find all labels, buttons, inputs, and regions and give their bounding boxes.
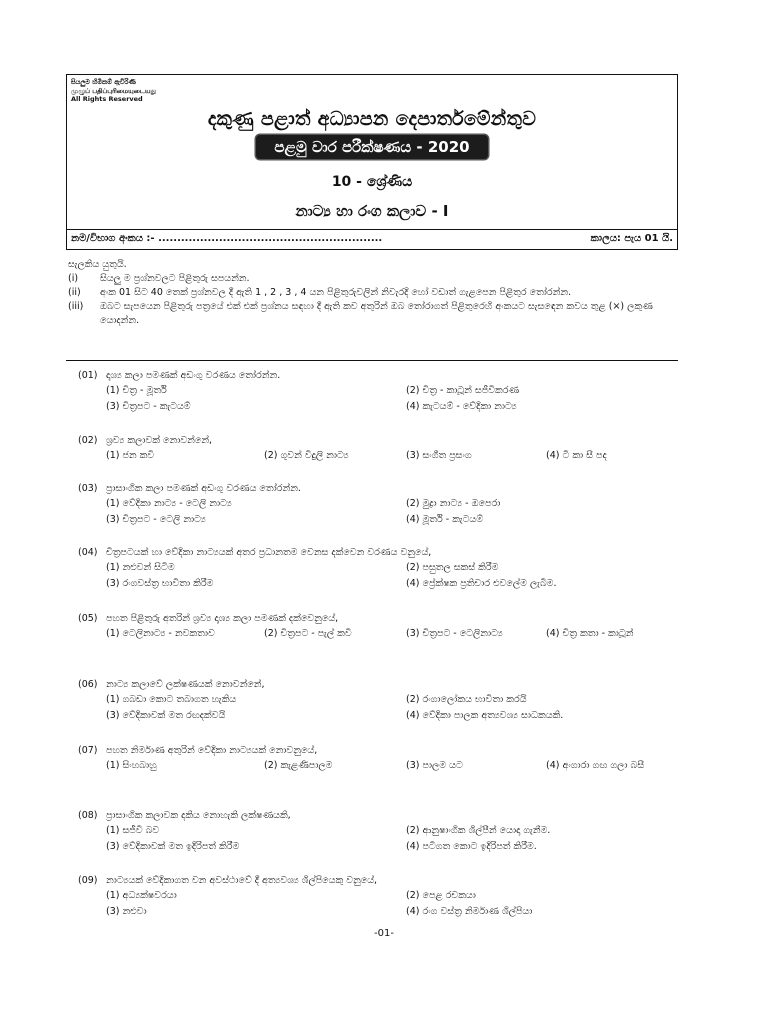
option-1[interactable]: (1) වේදිකා නාට්‍ය - ටෙලි නාට්‍ය	[106, 498, 232, 509]
question-number: (03)	[78, 483, 98, 494]
option-3[interactable]: (3) චිත්‍රපට - කැටයම්	[106, 401, 191, 412]
option-2[interactable]: (2) ගුවන් විදුලි නාට්‍ය	[264, 450, 349, 461]
option-4[interactable]: (4) පටිගත කොට ඉදිරිපත් කිරීම.	[406, 841, 537, 852]
page-number: -01-	[374, 928, 394, 939]
instructions	[68, 258, 680, 328]
question-09	[78, 873, 678, 920]
option-2[interactable]: (2) ආනුෂාංගික ශිල්පීන් යොදා ගැනීම.	[406, 825, 551, 836]
option-4[interactable]: (4) චිත්‍ර කතා - කාටූන්	[546, 628, 634, 639]
option-2[interactable]: (2) කැළණිපාලම	[264, 760, 333, 771]
option-3[interactable]: (3) රංගවස්ත්‍ර භාවිතා කිරීම	[106, 578, 214, 589]
option-3[interactable]: (3) වේදිකාවක් මත ඉදිරිපත් කිරීම	[106, 841, 240, 852]
header-divider	[67, 229, 677, 230]
option-3[interactable]: (3) චිත්‍රපට - ටෙලි නාට්‍ය	[106, 514, 206, 525]
option-2[interactable]: (2) රංගාලෝකය භාවිතා කරයි	[406, 694, 527, 705]
question-number: (08)	[78, 810, 98, 821]
option-2[interactable]: (2) මුද්‍රා නාට්‍ය - ඔපෙරා	[406, 498, 501, 509]
copyright-notice	[71, 78, 156, 104]
option-1[interactable]: (1) ගබඩා කොට තබාගත හැකිය	[106, 694, 237, 705]
option-3[interactable]: (3) චිත්‍රපට - ටෙලිනාට්‍ය	[406, 628, 503, 639]
option-1[interactable]: (1) නළුවන් සිටීම	[106, 562, 175, 573]
exam-header-box	[66, 74, 678, 250]
option-4[interactable]: (4) ප්‍රේක්ෂක ප්‍රතිචාර එවලේම ලැබීම.	[406, 578, 557, 589]
question-stem: ප්‍රාසාංගික කලා පමණක් අඩංගු වරණය තෝරන්න.	[106, 483, 301, 494]
term-badge: පළමු වාර පරීක්ෂණය - 2020	[256, 135, 487, 159]
question-stem: දෘශ්‍ය කලා පමණක් අඩංගු වරණය තෝරන්න.	[106, 370, 281, 381]
question-stem: නාට්‍යයක් වේදිකාගත වන අවස්ථාවේ දී අත්‍යවශ්‍ය ශිල්පියෙකු වනුයේ,	[106, 875, 378, 886]
option-1[interactable]: (1) සජීවී බව	[106, 825, 160, 836]
time-allowed: කාලය: පැය 01 යි.	[590, 233, 673, 244]
option-4[interactable]: (4) කැටයම් - වේදිකා නාට්‍ය	[406, 401, 517, 412]
option-2[interactable]: (2) චිත්‍රපට - පැල් කවි	[264, 628, 352, 639]
grade-title: 10 - ශ්‍රේණිය	[331, 174, 413, 190]
question-07	[78, 743, 678, 774]
option-3[interactable]: (3) සංගීත ප්‍රසංග	[406, 450, 472, 461]
option-1[interactable]: (1) චිත්‍ර - මූර්ති	[106, 385, 167, 396]
question-number: (02)	[78, 435, 98, 446]
option-1[interactable]: (1) ජන කවි	[106, 450, 155, 461]
question-08	[78, 808, 678, 855]
question-02	[78, 433, 678, 464]
rights-sinhala: සියලුම හිමිකම් ඇවිරිණි	[71, 78, 136, 86]
question-stem: නාට්‍ය කලාවේ ලක්ෂණයක් නොවන්නේ,	[106, 679, 265, 690]
option-1[interactable]: (1) සිංහබාහු	[106, 760, 157, 771]
question-stem: පහත නිර්මාණ අතුරින් වේදිකා නාට්‍යයක් නොවනුයේ,	[106, 745, 318, 756]
instruction-item: (ii) අංක 01 සිට 40 තෙක් ප්‍රශ්නවල දී ඇති 1 , 2 , 3 , 4 යන පිළිතුරුවලින් නිවැරදි හෝ වඩාත් ගැළපෙන පිළිතුර තෝරන්න.	[68, 287, 572, 298]
option-3[interactable]: (3) වේදිකාවක් මත රඟදක්වයි	[106, 710, 226, 721]
subject-title: නාට්‍ය හා රංග කලාව - I	[295, 202, 449, 220]
option-4[interactable]: (4) අංගාරා ගඟ ගලා බසී	[546, 760, 645, 771]
option-1[interactable]: (1) ටෙලිනාට්‍ය - නවකතාව	[106, 628, 215, 639]
name-label: නම/විභාග අංකය :-	[71, 233, 155, 244]
name-blank: ...........................................................	[158, 233, 383, 244]
question-05	[78, 611, 678, 642]
question-stem: පහත පිළිතුරු අතරින් ශ්‍රව්‍ය දෘශ්‍ය කලා පමණක් දක්වෙනුයේ,	[106, 613, 339, 624]
option-2[interactable]: (2) චිත්‍ර - කාටූන් සජීවීකරණ	[406, 385, 520, 396]
instructions-title: සැලකිය යුතුයි.	[68, 259, 127, 270]
question-number: (01)	[78, 370, 98, 381]
name-index-field	[71, 233, 382, 244]
question-stem: ප්‍රාසාංගික කලාවක දකිය නොහැකි ලක්ෂණයකි,	[106, 810, 291, 821]
question-03	[78, 481, 678, 528]
instructions-divider	[66, 360, 678, 361]
question-number: (09)	[78, 875, 98, 886]
question-stem: ශ්‍රව්‍ය කලාවක් නොවන්නේ,	[106, 435, 213, 446]
rights-english: All Rights Reserved	[71, 95, 143, 103]
question-06	[78, 677, 678, 724]
instruction-item: (iii) ඔබට සැපයෙන පිළිතුරු පත්‍රයේ එක් එක් ප්‍රශ්නය සඳහා දී ඇති කව අතුරින් ඔබ තෝරාගත් පිළිතුරෙහි අංකයට සැසඳෙන කවය තුළ (×) ලකුණ යොදන්න.	[68, 301, 653, 326]
option-3[interactable]: (3) නළුවා	[106, 906, 147, 917]
question-04	[78, 545, 678, 592]
question-stem: චිත්‍රපටයක් හා වේදිකා නාට්‍යයක් අතර ප්‍රධානතම වෙනස දක්වෙන වරණය වනුයේ,	[106, 547, 432, 558]
option-3[interactable]: (3) පාලම යට	[406, 760, 463, 771]
question-01	[78, 368, 678, 415]
option-2[interactable]: (2) පෙළ රචකයා	[406, 890, 476, 901]
option-4[interactable]: (4) ටී කා සී පද	[546, 450, 607, 461]
question-number: (04)	[78, 547, 98, 558]
option-2[interactable]: (2) පසුතල සකස් කිරීම	[406, 562, 499, 573]
question-number: (06)	[78, 679, 98, 690]
department-title: දකුණු පළාත් අධ්‍යාපන දෙපාර්තමේන්තුව	[207, 108, 537, 130]
option-4[interactable]: (4) රංග වස්ත්‍ර නිර්මාණ ශිල්පියා	[406, 906, 533, 917]
rights-tamil: முழுப் பதிப்புரிமையுடையது	[71, 86, 157, 95]
instruction-item: (i) සියලු ම ප්‍රශ්නවලට පිළිතුරු සපයන්න.	[68, 273, 250, 284]
option-4[interactable]: (4) වේදිකා පාලක අත්‍යවශ්‍ය සාධකයකි.	[406, 710, 564, 721]
option-1[interactable]: (1) අධ්‍යක්ෂවරයා	[106, 890, 177, 901]
option-4[interactable]: (4) මූර්ති - කැටයම්	[406, 514, 484, 525]
question-number: (07)	[78, 745, 98, 756]
question-number: (05)	[78, 613, 98, 624]
